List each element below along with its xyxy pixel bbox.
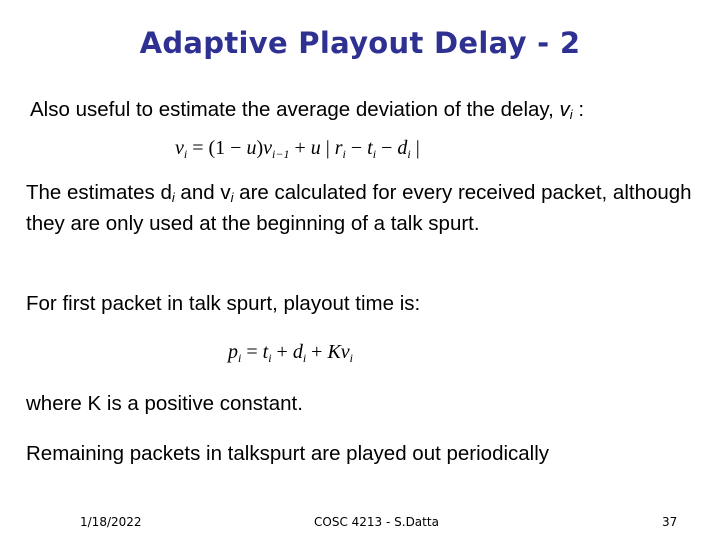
abs-open: | (320, 137, 335, 159)
var-u: u (246, 137, 257, 159)
paren-close: ) (256, 137, 264, 159)
eq-sign: = (241, 341, 263, 363)
footer-date: 1/18/2022 (80, 515, 142, 529)
intro-text: Also useful to estimate the average deviation of the delay, (30, 98, 560, 121)
var-p: p (228, 341, 238, 363)
eq-part: = (1 − (187, 137, 247, 159)
first-packet-line: For first packet in talk spurt, playout time is: (26, 292, 421, 315)
var-t-2: t (262, 341, 269, 363)
estimates-text-3: are calculated for every received packet, although they are only used at the beginning of a talk spurt. (26, 181, 692, 235)
sub-d-2: i (302, 351, 307, 365)
plus-1: + (271, 341, 293, 363)
var-t: t (367, 137, 373, 159)
var-k: K (327, 341, 341, 363)
sub-i-minus-1: i−1 (272, 147, 290, 161)
var-v-prev: v (263, 137, 273, 159)
estimates-paragraph (26, 180, 696, 237)
estimates-text-2: and v (174, 181, 231, 204)
where-k-line: where K is a positive constant. (26, 392, 303, 415)
var-d-2: d (292, 341, 303, 363)
slide-title: Adaptive Playout Delay - 2 (139, 26, 581, 60)
estimates-text-1: The estimates d (26, 181, 172, 204)
var-v-3: v (340, 341, 350, 363)
sub-r: i (342, 147, 346, 161)
intro-line (30, 97, 710, 128)
intro-sub: i (569, 107, 573, 122)
sub-d: i (407, 147, 411, 161)
sub-t: i (372, 147, 377, 161)
remaining-line: Remaining packets in talkspurt are played out periodically (26, 442, 550, 465)
estimates-sub-2: i (230, 190, 234, 205)
sub-i: i (183, 147, 188, 161)
plus-2: + (306, 341, 328, 363)
minus-2: − (376, 137, 398, 159)
var-r: r (334, 137, 343, 159)
footer-page-number: 37 (662, 515, 678, 529)
sub-t-2: i (268, 351, 272, 365)
formula-playout (228, 341, 353, 366)
var-d: d (397, 137, 408, 159)
abs-close: | (410, 137, 420, 159)
estimates-sub-1: i (171, 190, 175, 205)
intro-suffix: : (572, 98, 585, 121)
plus-sign: + (289, 137, 311, 159)
sub-p: i (238, 351, 242, 365)
var-v: v (175, 137, 184, 159)
minus-1: − (345, 137, 368, 159)
sub-v-3: i (349, 351, 354, 365)
footer-course: COSC 4213 - S.Datta (314, 515, 439, 529)
var-u-2: u (310, 137, 321, 159)
formula-deviation (175, 137, 420, 162)
intro-var: v (559, 98, 570, 121)
